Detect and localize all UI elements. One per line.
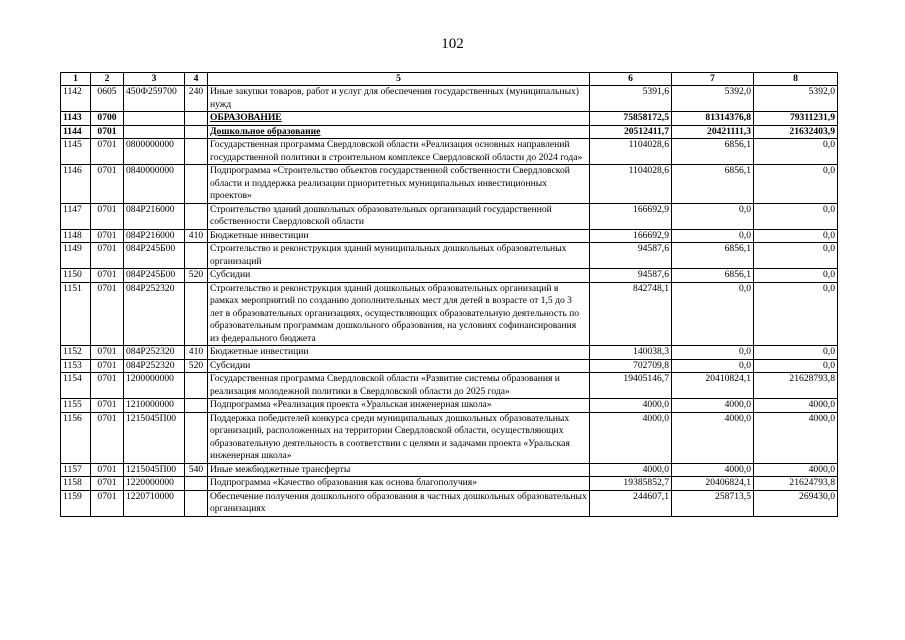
expense-type-cell: [185, 412, 208, 463]
amount-year2-cell: 81314376,8: [672, 112, 754, 126]
amount-year1-cell: 19385852,7: [590, 477, 672, 491]
target-article-cell: 450Ф259700: [124, 86, 185, 112]
amount-year3-cell: 21632403,9: [754, 125, 838, 139]
amount-year2-cell: 0,0: [672, 229, 754, 243]
expense-type-cell: [185, 165, 208, 204]
page-number: 102: [441, 36, 464, 52]
target-article-cell: 084P216000: [124, 229, 185, 243]
expense-type-cell: 540: [185, 463, 208, 477]
item-name-cell: Обеспечение получения дошкольного образования в частных дошкольных образовательных организациях: [208, 490, 590, 516]
table-row: [61, 125, 838, 139]
amount-year3-cell: 21628793,8: [754, 373, 838, 399]
amount-year3-cell: 4000,0: [754, 412, 838, 463]
header-col-5: 5: [208, 73, 590, 86]
header-col-2: 2: [91, 73, 124, 86]
header-col-8: 8: [754, 73, 838, 86]
target-article-cell: 1220710000: [124, 490, 185, 516]
expense-type-cell: 240: [185, 86, 208, 112]
item-name-cell: Строительство зданий дошкольных образовательных организаций государственной собственности Свердловской области: [208, 203, 590, 229]
amount-year3-cell: 0,0: [754, 282, 838, 346]
expense-type-cell: [185, 373, 208, 399]
section-code-cell: 0700: [91, 112, 124, 126]
amount-year3-cell: 21624793,8: [754, 477, 838, 491]
amount-year2-cell: 0,0: [672, 203, 754, 229]
item-name-cell: Бюджетные инвестиции: [208, 346, 590, 360]
amount-year2-cell: 6856,1: [672, 269, 754, 283]
amount-year3-cell: 0,0: [754, 165, 838, 204]
target-article-cell: 1215045П00: [124, 463, 185, 477]
row-number-cell: 1159: [61, 490, 91, 516]
amount-year2-cell: 0,0: [672, 282, 754, 346]
target-article-cell: 1215045П00: [124, 412, 185, 463]
row-number-cell: 1144: [61, 125, 91, 139]
amount-year3-cell: 0,0: [754, 229, 838, 243]
target-article-cell: 084P245Б00: [124, 243, 185, 269]
item-name-cell: Дошкольное образование: [208, 125, 590, 139]
section-code-cell: 0701: [91, 243, 124, 269]
table-row: [61, 282, 838, 346]
budget-table: [60, 72, 838, 517]
section-code-cell: 0701: [91, 399, 124, 413]
item-name-cell: Строительство и реконструкция зданий муниципальных дошкольных образовательных организаций: [208, 243, 590, 269]
row-number-cell: 1154: [61, 373, 91, 399]
table-row: [61, 412, 838, 463]
amount-year2-cell: 6856,1: [672, 139, 754, 165]
expense-type-cell: [185, 125, 208, 139]
row-number-cell: 1152: [61, 346, 91, 360]
table-row: [61, 359, 838, 373]
table-row: [61, 269, 838, 283]
target-article-cell: 1200000000: [124, 373, 185, 399]
target-article-cell: 084P252320: [124, 359, 185, 373]
section-code-cell: 0701: [91, 346, 124, 360]
target-article-cell: 0840000000: [124, 165, 185, 204]
item-name-cell: Иные межбюджетные трансферты: [208, 463, 590, 477]
target-article-cell: 084P245Б00: [124, 269, 185, 283]
header-col-6: 6: [590, 73, 672, 86]
row-number-cell: 1145: [61, 139, 91, 165]
target-article-cell: 0800000000: [124, 139, 185, 165]
amount-year2-cell: 0,0: [672, 359, 754, 373]
expense-type-cell: 410: [185, 346, 208, 360]
amount-year1-cell: 842748,1: [590, 282, 672, 346]
amount-year1-cell: 5391,6: [590, 86, 672, 112]
expense-type-cell: [185, 243, 208, 269]
section-code-cell: 0701: [91, 229, 124, 243]
target-article-cell: 1210000000: [124, 399, 185, 413]
amount-year2-cell: 6856,1: [672, 243, 754, 269]
amount-year2-cell: 258713,5: [672, 490, 754, 516]
amount-year2-cell: 4000,0: [672, 412, 754, 463]
section-code-cell: 0701: [91, 477, 124, 491]
target-article-cell: 084P216000: [124, 203, 185, 229]
table-row: [61, 229, 838, 243]
amount-year2-cell: 6856,1: [672, 165, 754, 204]
expense-type-cell: [185, 112, 208, 126]
amount-year2-cell: 20410824,1: [672, 373, 754, 399]
section-code-cell: 0701: [91, 203, 124, 229]
amount-year3-cell: 0,0: [754, 139, 838, 165]
item-name-cell: Строительство и реконструкция зданий дошкольных образовательных организаций в рамках мероприятий по созданию дополнительных мест для детей в возрасте от 1,5 до 3 лет в образовательных организациях, осуществляющих образовательную деятельность по образовательным программам дошкольного образования, на условиях софинансирования из федерального бюджета: [208, 282, 590, 346]
amount-year2-cell: 5392,0: [672, 86, 754, 112]
target-article-cell: 084P252320: [124, 282, 185, 346]
amount-year2-cell: 20406824,1: [672, 477, 754, 491]
section-code-cell: 0701: [91, 373, 124, 399]
row-number-cell: 1157: [61, 463, 91, 477]
item-name-cell: Подпрограмма «Реализация проекта «Уральская инженерная школа»: [208, 399, 590, 413]
table-row: [61, 139, 838, 165]
amount-year1-cell: 244607,1: [590, 490, 672, 516]
amount-year1-cell: 4000,0: [590, 399, 672, 413]
expense-type-cell: 410: [185, 229, 208, 243]
amount-year3-cell: 0,0: [754, 243, 838, 269]
expense-type-cell: [185, 203, 208, 229]
amount-year1-cell: 75858172,5: [590, 112, 672, 126]
row-number-cell: 1151: [61, 282, 91, 346]
row-number-cell: 1156: [61, 412, 91, 463]
section-code-cell: 0701: [91, 139, 124, 165]
section-code-cell: 0701: [91, 125, 124, 139]
amount-year3-cell: 4000,0: [754, 399, 838, 413]
amount-year1-cell: 1104028,6: [590, 139, 672, 165]
table-row: [61, 112, 838, 126]
section-code-cell: 0701: [91, 359, 124, 373]
amount-year1-cell: 20512411,7: [590, 125, 672, 139]
section-code-cell: 0605: [91, 86, 124, 112]
header-col-1: 1: [61, 73, 91, 86]
expense-type-cell: [185, 282, 208, 346]
amount-year1-cell: 4000,0: [590, 412, 672, 463]
expense-type-cell: 520: [185, 269, 208, 283]
section-code-cell: 0701: [91, 269, 124, 283]
section-code-cell: 0701: [91, 165, 124, 204]
row-number-cell: 1150: [61, 269, 91, 283]
amount-year3-cell: 4000,0: [754, 463, 838, 477]
item-name-cell: Государственная программа Свердловской области «Развитие системы образования и реализация молодежной политики в Свердловской области до 2025 года»: [208, 373, 590, 399]
amount-year1-cell: 166692,9: [590, 203, 672, 229]
section-code-cell: 0701: [91, 463, 124, 477]
row-number-cell: 1149: [61, 243, 91, 269]
row-number-cell: 1147: [61, 203, 91, 229]
table-row: [61, 203, 838, 229]
target-article-cell: 084P252320: [124, 346, 185, 360]
row-number-cell: 1146: [61, 165, 91, 204]
amount-year3-cell: 0,0: [754, 203, 838, 229]
amount-year3-cell: 0,0: [754, 346, 838, 360]
amount-year1-cell: 140038,3: [590, 346, 672, 360]
item-name-cell: Подпрограмма «Качество образования как основа благополучия»: [208, 477, 590, 491]
row-number-cell: 1155: [61, 399, 91, 413]
expense-type-cell: [185, 139, 208, 165]
table-row: [61, 346, 838, 360]
expense-type-cell: [185, 477, 208, 491]
target-article-cell: [124, 125, 185, 139]
header-col-7: 7: [672, 73, 754, 86]
item-name-cell: Поддержка победителей конкурса среди муниципальных дошкольных образовательных организаций, расположенных на территории Свердловской области, осуществляющих образовательную деятельность в соответствии с целями и задачами проекта «Уральская инженерная школа»: [208, 412, 590, 463]
amount-year1-cell: 94587,6: [590, 269, 672, 283]
item-name-cell: Субсидии: [208, 359, 590, 373]
item-name-cell: Государственная программа Свердловской области «Реализация основных направлений государственной политики в строительном комплексе Свердловской области до 2024 года»: [208, 139, 590, 165]
target-article-cell: 1220000000: [124, 477, 185, 491]
amount-year2-cell: 4000,0: [672, 399, 754, 413]
amount-year3-cell: 0,0: [754, 269, 838, 283]
header-col-4: 4: [185, 73, 208, 86]
row-number-cell: 1142: [61, 86, 91, 112]
item-name-cell: Бюджетные инвестиции: [208, 229, 590, 243]
expense-type-cell: [185, 490, 208, 516]
row-number-cell: 1148: [61, 229, 91, 243]
amount-year3-cell: 269430,0: [754, 490, 838, 516]
item-name-cell: Субсидии: [208, 269, 590, 283]
table-row: [61, 463, 838, 477]
section-code-cell: 0701: [91, 412, 124, 463]
item-name-cell: ОБРАЗОВАНИЕ: [208, 112, 590, 126]
item-name-cell: Иные закупки товаров, работ и услуг для обеспечения государственных (муниципальных) нужд: [208, 86, 590, 112]
amount-year1-cell: 1104028,6: [590, 165, 672, 204]
amount-year1-cell: 4000,0: [590, 463, 672, 477]
row-number-cell: 1158: [61, 477, 91, 491]
item-name-cell: Подпрограмма «Строительство объектов государственной собственности Свердловской области и поддержка реализации приоритетных муниципальных инвестиционных проектов»: [208, 165, 590, 204]
section-code-cell: 0701: [91, 490, 124, 516]
table-row: [61, 243, 838, 269]
table-row: [61, 399, 838, 413]
amount-year3-cell: 5392,0: [754, 86, 838, 112]
section-code-cell: 0701: [91, 282, 124, 346]
amount-year1-cell: 166692,9: [590, 229, 672, 243]
amount-year2-cell: 0,0: [672, 346, 754, 360]
amount-year1-cell: 94587,6: [590, 243, 672, 269]
table-row: [61, 165, 838, 204]
amount-year3-cell: 0,0: [754, 359, 838, 373]
expense-type-cell: 520: [185, 359, 208, 373]
table-row: [61, 373, 838, 399]
amount-year2-cell: 20421111,3: [672, 125, 754, 139]
header-row: [61, 73, 838, 86]
amount-year1-cell: 19405146,7: [590, 373, 672, 399]
table-row: [61, 490, 838, 516]
row-number-cell: 1143: [61, 112, 91, 126]
header-col-3: 3: [124, 73, 185, 86]
table-body: [61, 86, 838, 517]
amount-year1-cell: 702709,8: [590, 359, 672, 373]
expense-type-cell: [185, 399, 208, 413]
row-number-cell: 1153: [61, 359, 91, 373]
amount-year2-cell: 4000,0: [672, 463, 754, 477]
amount-year3-cell: 79311231,9: [754, 112, 838, 126]
table-row: [61, 86, 838, 112]
target-article-cell: [124, 112, 185, 126]
table-row: [61, 477, 838, 491]
